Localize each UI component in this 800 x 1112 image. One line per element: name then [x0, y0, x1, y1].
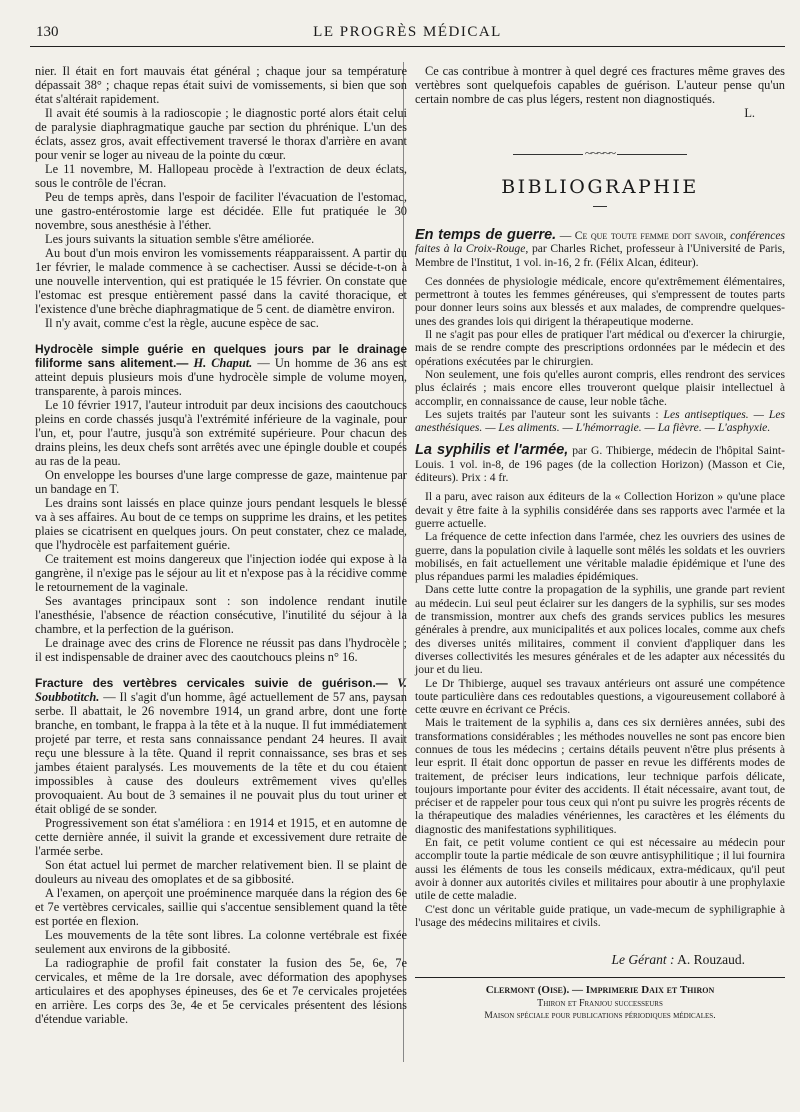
paragraph: Le 11 novembre, M. Hallopeau procède à l'extraction de deux éclats, sous le contrôle de l'écran.: [35, 162, 407, 190]
bib-publication: par G. Thibierge, médecin de l'hôpital Saint-Louis. 1 vol. in-8, de 196 pages (de la collection Horizon) (Masson et Cie, éditeurs). Prix : 4 fr.: [415, 444, 785, 485]
bib-conferences: conférences faites à la Croix-Rouge,: [415, 229, 785, 256]
ornament-glyph: ~~~~~: [584, 145, 616, 160]
bib-entry-guerre: [415, 229, 785, 434]
ornament-rule-left: [513, 154, 583, 155]
gerant-name: A. Rouzaud.: [677, 952, 745, 968]
imprint-note: Maison spéciale pour publications périodiques médicales.: [484, 1011, 716, 1022]
paragraph: Le Dr Thibierge, auquel ses travaux antérieurs ont assuré une compétence toute particulière dans ces redoutables questions, a vigoureusement collaboré à cette œuvre en écrivant ce Précis.: [415, 676, 785, 717]
article-title: Hydrocèle simple guérie en quelques jours par le drainage filiforme sans alitement.—: [35, 342, 407, 370]
gerant-label: Le Gérant :: [611, 952, 675, 968]
paragraph: Il n'y avait, comme c'est la règle, aucune espèce de sac.: [45, 316, 319, 330]
article-hydrocele: [35, 342, 407, 398]
article-fracture: [35, 676, 407, 816]
paragraph: Ces données de physiologie médicale, encore qu'extrêmement élémentaires, permettront à toutes les femmes généreuses, qui s'empressent de toutes parts pour donner leurs soins aux blessés et aux malades, de comprendre quelques-unes des grandes lois qui dirigent la thérapeutique moderne.: [415, 274, 785, 328]
paragraph: Au bout d'un mois environ les vomissements réapparaissent. A partir du 1er février, le malade commence à se cachectiser. Aussi se décide-t-on à une nouvelle intervention, qui est pratiquée le 15 février. On constate que l'estomac est presque entièrement passé dans la cavité thoracique, et l'existence d'une brèche diaphragmatique de 5 cent. de diamètre environ.: [35, 246, 407, 316]
bib-publication: par Charles Richet, professeur à l'Université de Paris, Membre de l'Institut, 1 vol. in-16, 2 fr. (Félix Alcan, éditeur).: [415, 242, 785, 269]
article-author: V. Soubbotitch.: [35, 676, 407, 704]
left-column: [35, 64, 407, 1026]
paragraph: Ce cas contribue à montrer à quel degré ces fractures même graves des vertèbres sont quelquefois capables de guérison. L'auteur pense qu'un certain nombre de cas plus légers, restent non diagnostiqués.: [415, 64, 785, 106]
running-title: LE PROGRÈS MÉDICAL: [313, 24, 502, 40]
paragraph: Progressivement son état s'améliora : en 1914 et 1915, et en automne de cette dernière année, il suivit la grande et excessivement dure retraite de l'armée serbe.: [35, 816, 407, 858]
article-author: H. Chaput.: [193, 356, 253, 370]
paragraph: Mais le traitement de la syphilis a, dans ces six dernières années, subi des transformations considérables ; les méthodes nouvelles ne sont pas encore bien connues de tous les médecins ; certains détails peuvent n'être plus présents à leur esprit. Il était donc opportun de passer en revue les différents modes de traitement, de préciser leurs indications, leur technique parfois délicate, toujours importante pour éviter des accidents. Il était nécessaire, avant tout, de préciser et de rappeler pour tous ceux qui n'ont pu suivre les progrès récents de la thérapeutique des maladies vénériennes, les caractères et les éléments du diagnostic des manifestations syphilitiques.: [415, 716, 785, 836]
bib-subjects-intro: Les sujets traités par l'auteur sont les suivants :: [425, 407, 659, 421]
article-text: — Il s'agit d'un homme, âgé actuellement de 57 ans, paysan serbe. Il abattait, le 26 novembre 1914, un grand arbre, dont une forte branche, en tombant, le frappa à la tête et à la nuque. Il fut immédiatement projeté par terre, et resta sans connaissance pendant 24 heures. Il avait reçu une blessure à la tête. Quand il reprit connaissance, ses bras et ses jambes étaient paralysés. Les mouvements de la tête et du cou étaient impossibles à cause des douleurs extrêmement vives qu'elles provoquaient. Au bout de 3 semaines il ne pouvait plus du tout uriner et était obligé de se sonder.: [35, 690, 407, 816]
paragraph: C'est donc un véritable guide pratique, un vade-mecum de syphiligraphie à l'usage des médecins militaires et civils.: [415, 902, 785, 929]
page-header: [30, 24, 785, 47]
paragraph: Ses avantages principaux sont : son indolence rendant inutile l'anesthésie, l'absence de réaction consécutive, l'inutilité du séjour à la chambre, et la perfection de la guérison.: [35, 594, 407, 636]
paragraph: Ce traitement est moins dangereux que l'injection iodée qui expose à la gangrène, il n'exige pas le séjour au lit et n'expose pas à la récidive comme le retournement de la vaginale.: [35, 552, 407, 594]
paragraph: La radiographie de profil fait constater la fusion des 5e, 6e, 7e cervicales, et même de la 1re dorsale, avec déformation des apophyses articulaires et des apophyses épineuses, des 6e et 7e cervicales projetées en arrière. Les corps des 3e, 4e et 5e cervicales présentent des lésions d'étendue variable.: [35, 956, 407, 1026]
paragraph: Non seulement, une fois qu'elles auront compris, elles rendront des services plus éclairés ; mais encore elles trouveront quelque plaisir intellectuel à accomplir, en connaissance de cause, leur noble tâche.: [415, 367, 785, 408]
paragraph: Il ne s'agit pas pour elles de pratiquer l'art médical ou d'exercer la chirurgie, mais de se rendre compte des prescriptions ordonnées par le médecin et des opérations exécutées par le chirurgien.: [415, 328, 785, 368]
bib-entry-syphilis: [415, 444, 785, 929]
article-text: — Un homme de 36 ans est atteint depuis plusieurs mois d'une hydrocèle simple de volume moyen, transparente, à parois minces.: [35, 356, 407, 398]
paragraph: nier. Il était en fort mauvais état général ; chaque jour sa température dépassait 38° ; chaque repas était suivi de vomissements, si bien que son état s'altérait rapidement.: [35, 64, 407, 106]
imprint: [415, 977, 785, 1023]
paragraph: Il a paru, avec raison aux éditeurs de la « Collection Horizon » qu'une place devait y être faite à la syphilis considérée dans ses rapports avec l'armée et la guerre actuelle.: [415, 490, 785, 530]
paragraph: Les jours suivants la situation semble s'être améliorée.: [45, 232, 315, 246]
imprint-printer: Clermont (Oise). — Imprimerie Daix et Thiron: [485, 984, 715, 997]
section-heading: BIBLIOGRAPHIE: [501, 176, 699, 198]
ornament-rule-right: [617, 154, 687, 155]
signature: L.: [744, 106, 755, 120]
paragraph: A l'examen, on aperçoit une proéminence marquée dans la région des 6e et 7e vertèbres cervicales, saillie qui s'accentue sensiblement quand la tête est portée en flexion.: [35, 886, 407, 928]
paragraph: Dans cette lutte contre la propagation de la syphilis, une grande part revient au médecin. Lui seul peut éclairer sur les dangers de la syphilis, sur ses modes de transmission, montrer aux chefs des grands services publics les mesures générales à prendre, aux municipalités et aux polices locales, comme aux chefs des diverses unités militaires, comment il convient d'appliquer dans les diverses collectivités les mesures générales et de les adapter aux nécessités du jour et du lieu.: [415, 583, 785, 677]
paragraph: Il avait été soumis à la radioscopie ; le diagnostic porté alors était celui de paralysie diaphragmatique gauche par section du phrénique. L'un des éclats, assez gros, avait effectivement traversé le thorax d'arrière en avant pour venir se loger au niveau de la pointe du cœur.: [35, 106, 407, 162]
paragraph: Le drainage avec des crins de Florence ne réussit pas dans l'hydrocèle ; il est indispensable de drainer avec des caoutchoucs pleins n° 16.: [35, 636, 407, 664]
paragraph: La fréquence de cette infection dans l'armée, chez les ouvriers des usines de guerre, dans la population civile à laquelle sont mêlés les soldats et les ouvriers mobilisés, en fait actuellement une véritable maladie épidémique et l'une des plus répandues parmi les maladies épidémiques.: [415, 530, 785, 584]
page-number: 130: [36, 24, 59, 40]
paragraph: Les drains sont laissés en place quinze jours pendant lesquels le blessé va à ses affaires. Au bout de ce temps on supprime les drains, et les petites plaies se cicatrisent en quelques jours. On peut constater, chez ce malade, que l'hydrocèle est parfaitement guérie.: [35, 496, 407, 552]
paragraph: Son état actuel lui permet de marcher relativement bien. Il se plaint de douleurs au niveau des omoplates et de sa gibbosité.: [35, 858, 407, 886]
bib-title: La syphilis et l'armée,: [415, 442, 569, 459]
ornament-divider: [415, 146, 785, 160]
bib-subtitle: — Ce que toute femme doit savoir,: [559, 229, 727, 242]
paragraph: Peu de temps après, dans l'espoir de faciliter l'évacuation de l'estomac, une gastro-entérostomie large est décidée. Elle fut pratiquée le 30 novembre, sous anesthésie à l'éther.: [35, 190, 407, 232]
imprint-successors: Thiron et Franjou successeurs: [537, 998, 663, 1010]
paragraph: Le 10 février 1917, l'auteur introduit par deux incisions des caoutchoucs pleins en corde chassés jusqu'à l'extrémité inférieure de la vaginale, pour l'un, et, pour l'autre, jusqu'à son extrémité supérieure. Pour chacun des drains pleins, les deux chefs sont arrêtés avec une épingle double et coupés au ras de la peau.: [35, 398, 407, 468]
right-column: [415, 64, 785, 1023]
bib-subjects: Les antiseptiques. — Les anesthésiques. — Les aliments. — L'hémorragie. — La fièvre. — L'asphyxie.: [415, 407, 785, 435]
heading-rule: [593, 206, 607, 207]
paragraph: On enveloppe les bourses d'une large compresse de gaze, maintenue par un bandage en T.: [35, 468, 407, 496]
paragraph: Les mouvements de la tête sont libres. La colonne vertébrale est fixée seulement aux environs de la gibbosité.: [35, 928, 407, 956]
gerant-line: [415, 953, 785, 967]
article-title: Fracture des vertèbres cervicales suivie de guérison.—: [35, 676, 388, 690]
bib-title: En temps de guerre.: [415, 227, 557, 243]
paragraph: En fait, ce petit volume contient ce qui est nécessaire au médecin pour accomplir toute la partie médicale de son œuvre antisyphilitique ; il lui fournira aussi les éléments de tous les conseils médicaux, extra-médicaux, qu'il peut avoir à donner aux autorités civiles et militaires pour aboutir à une prophylaxie utile de cette maladie.: [415, 836, 785, 903]
